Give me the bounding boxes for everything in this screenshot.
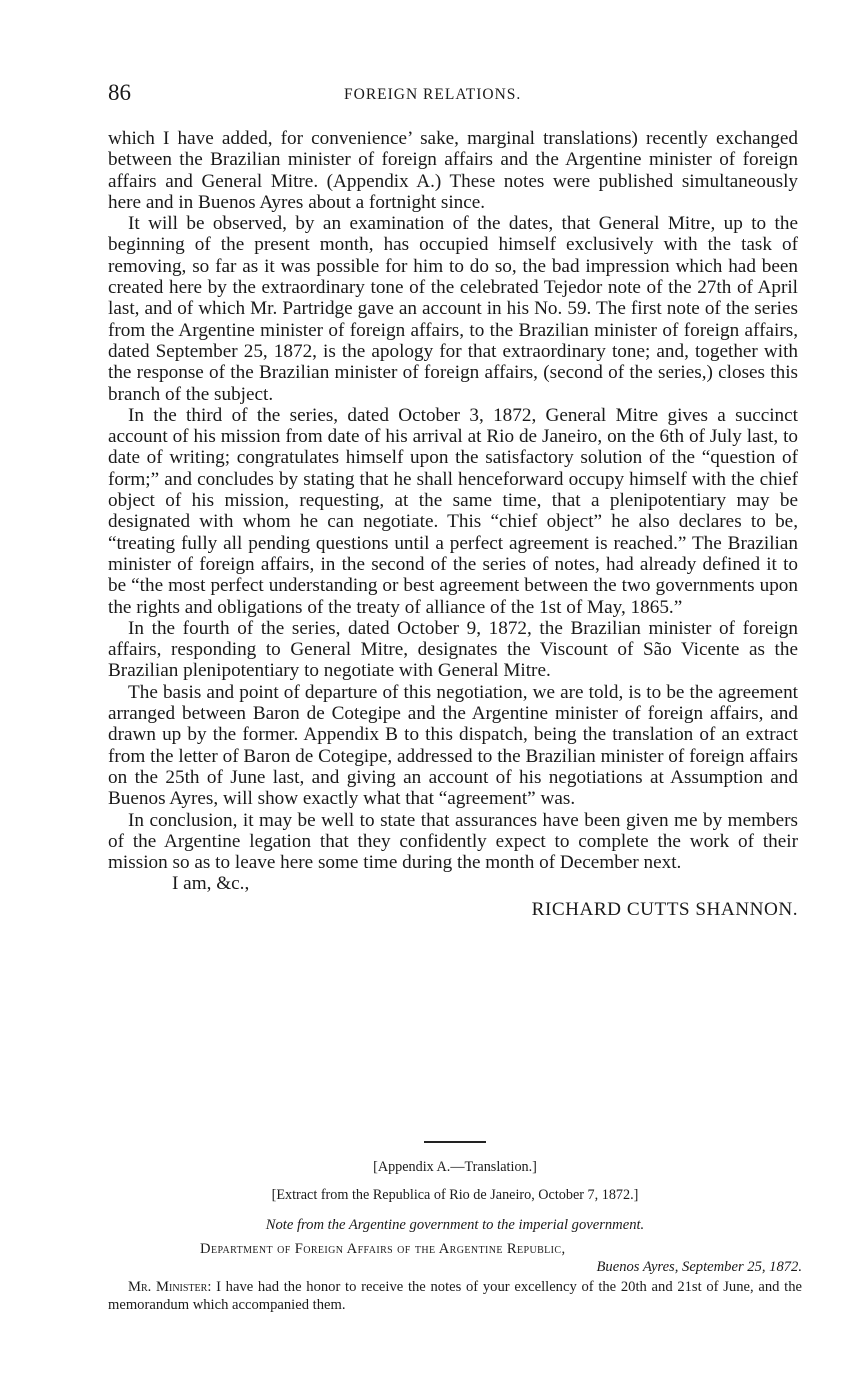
signature: RICHARD CUTTS SHANNON. bbox=[531, 898, 798, 920]
appendix-title: [Appendix A.—Translation.] bbox=[373, 1159, 537, 1175]
appendix-a bbox=[108, 1158, 802, 1314]
section-divider bbox=[424, 1141, 486, 1143]
paragraph-negotiation-basis: The basis and point of departure of this negotiation, we are told, is to be the agreement arranged between Baron de Cotegipe and the Argentine minister of foreign affairs, and drawn up by the former. Appendix B to this dispatch, being the translation of an extract from the letter of Baron de Cotegipe, addressed to the Brazilian minister of foreign affairs on the 25th of June last, and giving an account of his negotiations at Assumption and Buenos Ayres, will show exactly what that “agreement” was. bbox=[108, 681, 798, 810]
page-number: 86 bbox=[108, 80, 131, 105]
running-head: FOREIGN RELATIONS. bbox=[344, 86, 522, 103]
letter-body bbox=[108, 128, 798, 920]
paragraph-dates: It will be observed, by an examination of the dates, that General Mitre, up to the beginning of the present month, has occupied himself exclusively with the task of removing, so far as it was possible for him to do so, the bad impression which had been created here by the extraordinary tone of the celebrated Tejedor note of the 27th of April last, and of which Mr. Partridge gave an account in his No. 59. The first note of the series from the Argentine minister of foreign affairs, to the Brazilian minister of foreign affairs, dated September 25, 1872, is the apology for that extraordinary tone; and, together with the response of the Brazilian minister of foreign affairs, (second of the series,) closes this branch of the subject. bbox=[108, 213, 798, 405]
appendix-body bbox=[108, 1278, 802, 1314]
salutation: Mr. Minister: bbox=[128, 1279, 212, 1295]
paragraph-fourth-series: In the fourth of the series, dated October 9, 1872, the Brazilian minister of foreign affairs, responding to General Mitre, designates the Viscount of São Vicente as the Brazilian plenipotentiary to negotiate with General Mitre. bbox=[108, 617, 798, 682]
paragraph-continuation: which I have added, for convenience’ sake, marginal translations) recently exchanged between the Brazilian minister of foreign affairs and the Argentine minister of foreign affairs and General Mitre. (Appendix A.) These notes were published simultaneously here and in Buenos Ayres about a fortnight since. bbox=[108, 128, 798, 213]
paragraph-conclusion: In conclusion, it may be well to state that assurances have been given me by members of the Argentine legation that they confidently expect to complete the work of their mission so as to leave here some time during the month of December next. bbox=[108, 809, 798, 874]
dateline-text: Buenos Ayres, September 25, 1872. bbox=[596, 1259, 802, 1275]
appendix-dateline bbox=[108, 1258, 802, 1276]
appendix-body-text: I have had the honor to receive the notes of your excellency of the 20th and 21st of June, and the memorandum which accompanied them. bbox=[108, 1279, 802, 1313]
page-header bbox=[108, 80, 798, 110]
appendix-department: Department of Foreign Affairs of the Argentine Republic, bbox=[200, 1241, 566, 1257]
appendix-extract-source: [Extract from the Republica of Rio de Janeiro, October 7, 1872.] bbox=[271, 1187, 639, 1203]
appendix-note-heading: Note from the Argentine government to the imperial government. bbox=[265, 1217, 645, 1233]
closing: I am, &c., bbox=[172, 873, 250, 895]
paragraph-third-series: In the third of the series, dated October 3, 1872, General Mitre gives a succinct account of his mission from date of his arrival at Rio de Janeiro, on the 6th of July last, to date of writing; congratulates himself upon the satisfactory solution of the “question of form;” and concludes by stating that he shall henceforward occupy himself with the chief object of his mission, requesting, at the same time, that a plenipotentiary may be designated with whom he can negotiate. This “chief object” he also declares to be, “treating fully all pending questions until a perfect agreement is reached.” The Brazilian minister of foreign affairs, in the second of the series of notes, had already defined it to be “the most perfect understanding or best agreement between the two governments upon the rights and obligations of the treaty of alliance of the 1st of May, 1865.” bbox=[108, 404, 798, 618]
